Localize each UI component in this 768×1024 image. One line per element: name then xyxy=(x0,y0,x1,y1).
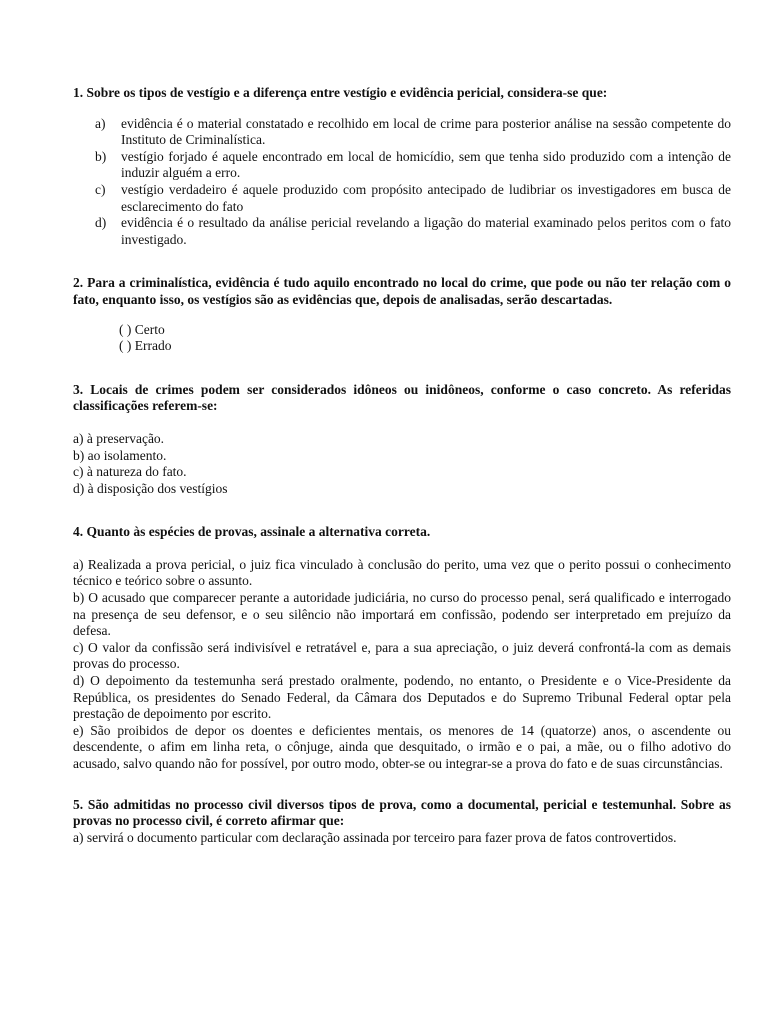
question-3-option-b: b) ao isolamento. xyxy=(73,447,167,463)
question-1-option-b xyxy=(95,149,731,182)
question-5 xyxy=(73,797,731,847)
question-5-options xyxy=(73,830,731,847)
question-3 xyxy=(73,382,731,498)
question-3-title: 3. Locais de crimes podem ser considerados idôneos ou inidôneos, conforme o caso concreto. As referidas classificações referem-se: xyxy=(73,381,731,414)
question-1-option-a xyxy=(95,116,731,149)
question-4-option-b: b) O acusado que comparecer perante a autoridade judiciária, no curso do processo penal, será qualificado e interrogado na presença de seu defensor, e o seu silêncio não importará em confissão, podendo ser interpretado em prejuízo da defesa. xyxy=(73,590,731,639)
option-text: vestígio forjado é aquele encontrado em local de homicídio, sem que tenha sido produzido com a intenção de induzir alguém a erro. xyxy=(121,148,731,181)
question-2 xyxy=(73,275,731,354)
option-text: vestígio verdadeiro é aquele produzido com propósito antecipado de ludibriar os investigadores em busca de esclarecimento do fato xyxy=(121,181,731,214)
question-3-options xyxy=(73,431,731,497)
option-text: evidência é o resultado da análise pericial revelando a ligação do material examinado pelos peritos com o fato investigado. xyxy=(121,215,731,247)
option-label: d) xyxy=(95,215,107,231)
question-3-option-c: c) à natureza do fato. xyxy=(73,464,187,480)
question-2-options xyxy=(119,322,731,355)
option-label: c) xyxy=(95,181,106,197)
question-2-title: 2. Para a criminalística, evidência é tudo aquilo encontrado no local do crime, que pode ou não ter relação com o fato, enquanto isso, os vestígios são as evidências que, depois de analisadas, serão descartadas. xyxy=(73,275,731,307)
question-4-option-c: c) O valor da confissão será indivisível e retratável e, para a sua apreciação, o juiz deverá confrontá-la com as demais provas do processo. xyxy=(73,639,731,672)
question-1-option-d xyxy=(95,215,731,248)
option-label: a) xyxy=(95,115,106,131)
question-4-option-d: d) O depoimento da testemunha será prestado oralmente, podendo, no entanto, o Presidente e o Vice-Presidente da República, os presidentes do Senado Federal, da Câmara dos Deputados e do Supremo Tribunal Federal optar pela prestação de depoimento por escrito. xyxy=(73,673,731,722)
question-4-options xyxy=(73,557,731,773)
question-1-options xyxy=(95,116,731,249)
question-3-option-a: a) à preservação. xyxy=(73,430,165,446)
question-1-title: 1. Sobre os tipos de vestígio e a diferença entre vestígio e evidência pericial, considera-se que: xyxy=(73,85,608,100)
question-1 xyxy=(73,85,731,248)
question-5-title: 5. São admitidas no processo civil diversos tipos de prova, como a documental, pericial e testemunhal. Sobre as provas no processo civil, é correto afirmar que: xyxy=(73,796,731,829)
option-label: b) xyxy=(95,148,107,164)
question-1-option-c xyxy=(95,182,731,215)
question-4-title: 4. Quanto às espécies de provas, assinale a alternativa correta. xyxy=(73,524,431,540)
question-5-option-a: a) servirá o documento particular com declaração assinada por terceiro para fazer prova de fatos controvertidos. xyxy=(73,829,677,845)
question-2-option-certo: ( ) Certo xyxy=(119,321,165,337)
question-3-option-d: d) à disposição dos vestígios xyxy=(73,480,228,496)
question-2-option-errado: ( ) Errado xyxy=(119,338,172,354)
option-text: evidência é o material constatado e recolhido em local de crime para posterior análise na sessão competente do Instituto de Criminalística. xyxy=(121,115,731,148)
question-4-option-a: a) Realizada a prova pericial, o juiz fica vinculado à conclusão do perito, uma vez que o perito possui o conhecimento técnico e teórico sobre o assunto. xyxy=(73,556,731,589)
question-4-option-e: e) São proibidos de depor os doentes e deficientes mentais, os menores de 14 (quatorze) anos, o ascendente ou descendente, o afim em linha reta, o cônjuge, ainda que desquitado, o irmão e o pai, a mãe, ou o filho adotivo do acusado, salvo quando não for possível, por outro modo, obter-se ou integrar-se a prova do fato e de suas circunstâncias. xyxy=(73,722,731,771)
question-4 xyxy=(73,524,731,772)
